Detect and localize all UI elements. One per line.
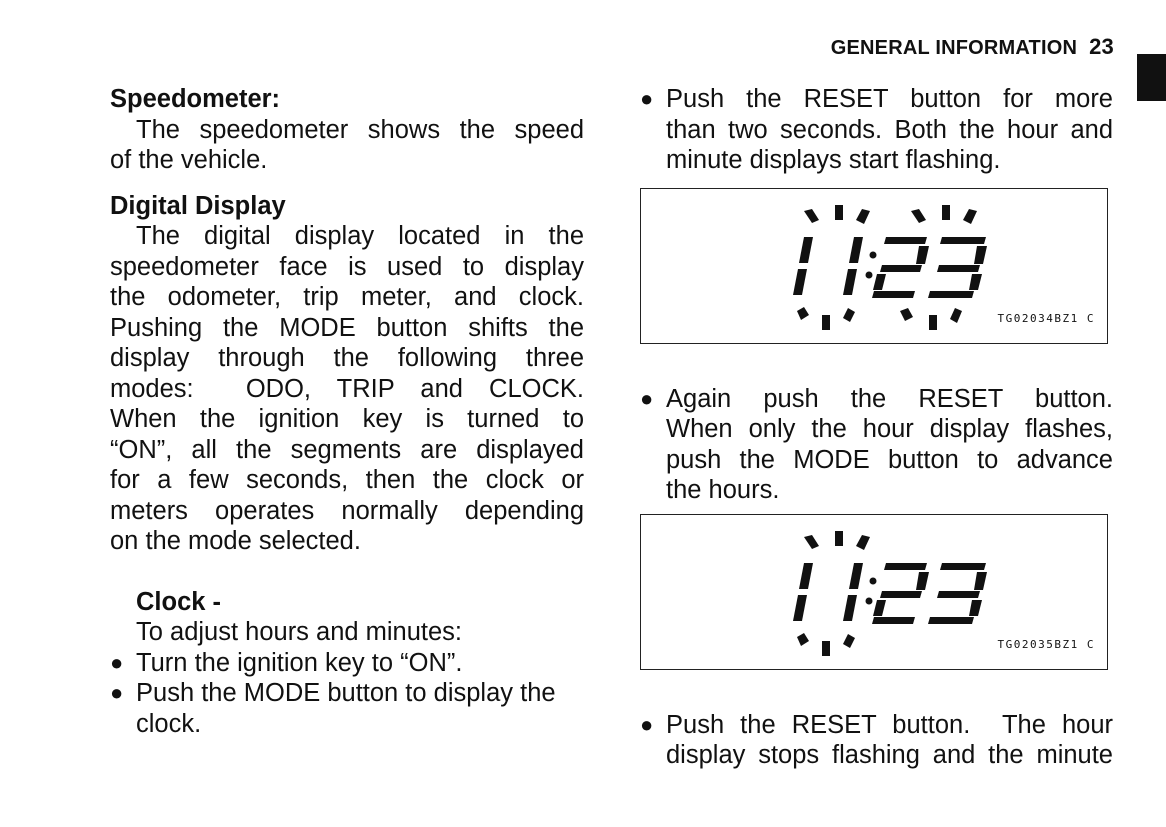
- bullet-dot: ●: [640, 711, 654, 737]
- speedometer-line-1: The speedometer shows the speed: [136, 115, 584, 144]
- digital-line-8: “ON”, all the segments are displayed: [110, 435, 584, 464]
- clock-step-1-text: Turn the ignition key to “ON”.: [136, 648, 463, 677]
- clock-step-2-line-2: clock.: [136, 709, 202, 738]
- lcd-figure-2: [640, 514, 1108, 670]
- speedometer-line-2: of the vehicle.: [110, 146, 268, 174]
- figure-code-2: TG02035BZ1 C: [997, 638, 1095, 651]
- clock-intro: To adjust hours and minutes:: [136, 618, 463, 646]
- clock-step-2: [110, 678, 584, 739]
- reset-step-3-line-2: display stops flashing and the minute: [666, 741, 1113, 769]
- digital-line-3: the odometer, trip meter, and clock.: [110, 283, 584, 311]
- bullet-dot: ●: [640, 385, 654, 411]
- reset-step-2-line-4: the hours.: [666, 476, 780, 504]
- reset-step-3-line-1: Push the RESET button. The hour: [666, 710, 1113, 739]
- right-column: [640, 84, 1113, 771]
- reset-step-3: [640, 710, 1113, 771]
- clock-heading: Clock -: [136, 587, 222, 616]
- figure-code-1: TG02034BZ1 C: [997, 312, 1095, 325]
- page-header: [831, 34, 1114, 60]
- reset-step-1-line-1: Push the RESET button for more: [666, 85, 1113, 113]
- bullet-dot: ●: [110, 649, 124, 675]
- clock-step-1: [110, 648, 584, 679]
- digital-line-1: The digital display located in the: [136, 222, 584, 250]
- reset-step-2: [640, 384, 1113, 506]
- section-title: GENERAL INFORMATION: [830, 37, 1078, 59]
- reset-step-1: [640, 84, 1113, 176]
- lcd-figure-1: [640, 188, 1108, 344]
- digital-line-6: modes: ODO, TRIP and CLOCK.: [110, 374, 584, 403]
- digital-line-10: meters operates normally depending: [110, 496, 584, 525]
- section-tab-marker: [1137, 54, 1166, 101]
- speedometer-heading: Speedometer:: [110, 85, 281, 113]
- reset-step-1-line-2: than two seconds. Both the hour and: [666, 115, 1113, 144]
- digital-line-5: display through the following three: [110, 344, 584, 372]
- digital-display-heading: Digital Display: [110, 191, 286, 220]
- bullet-dot: ●: [640, 86, 654, 111]
- digital-line-7: When the ignition key is turned to: [110, 405, 584, 433]
- left-column: [110, 84, 584, 739]
- digital-line-2: speedometer face is used to display: [110, 252, 584, 281]
- digital-line-4: Pushing the MODE button shifts the: [110, 313, 584, 342]
- reset-step-1-line-3: minute displays start flashing.: [666, 146, 1001, 174]
- reset-step-2-line-1: Again push the RESET button.: [666, 384, 1113, 413]
- clock-step-2-line-1: Push the MODE button to display the: [136, 679, 556, 707]
- page-number: 23: [1089, 34, 1114, 59]
- reset-step-2-line-3: push the MODE button to advance: [666, 445, 1113, 474]
- bullet-dot: ●: [110, 680, 124, 705]
- reset-step-2-line-2: When only the hour display flashes,: [666, 415, 1113, 443]
- digital-line-11: on the mode selected.: [110, 527, 361, 555]
- digital-line-9: for a few seconds, then the clock or: [110, 466, 584, 494]
